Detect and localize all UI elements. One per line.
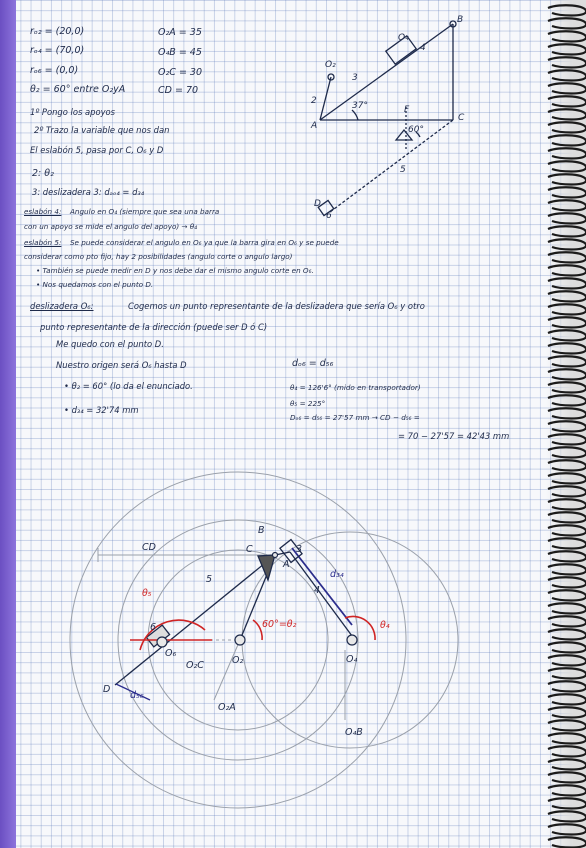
slider-text2: punto representante de la dirección (puede ser D ó C) xyxy=(40,322,268,332)
sketch-label-b: B xyxy=(457,15,464,25)
slider-section-label: deslizadera O₆: xyxy=(30,301,94,311)
sketch-label-a: A xyxy=(311,121,318,131)
given-o2a: O₂A = 35 xyxy=(158,27,202,38)
diag-label-o2: O₂ xyxy=(232,655,244,666)
slider-d-result: = 70 − 27'57 = 42'43 mm xyxy=(398,431,510,441)
sketch-label-37: 37° xyxy=(352,101,368,111)
step-2: 2º Trazo la variable que nos dan xyxy=(34,125,170,135)
link-4 xyxy=(290,552,355,640)
joint5-label: eslabón 5: xyxy=(24,238,62,247)
diag-label-6: 6 xyxy=(150,622,157,633)
diag-label-d34: d₃₄ xyxy=(330,569,344,580)
diag-label-theta4: θ₄ xyxy=(380,620,390,631)
slider-d-eq: dₒ₆ = d₅₆ xyxy=(292,358,334,369)
slider-text3: Me quedo con el punto D. xyxy=(56,339,164,349)
diag-label-cd: CD xyxy=(142,542,156,553)
pivot-o2 xyxy=(235,635,245,645)
sketch-label-o4: O₄ xyxy=(398,33,409,43)
bullet-also: • También se puede medir en D y nos debe dar el mismo angulo corte en O₆. xyxy=(36,266,314,275)
diag-label-4: 4 xyxy=(314,585,321,596)
diag-label-o4: O₄ xyxy=(346,654,358,665)
sketch-label-o2: O₂ xyxy=(325,60,336,70)
sketch-label-4: 4 xyxy=(420,43,426,53)
step-3: El eslabón 5, pasa por C, O₆ y D xyxy=(30,145,164,155)
joint4-text1: Angulo en O₄ (siempre que sea una barra xyxy=(70,207,220,216)
slider-d-calc: Dₒ₆ = d₅₆ = 27'57 mm → CD − d₅₆ = xyxy=(290,413,420,422)
sketch-label-6: 6 xyxy=(326,211,332,221)
sketch-label-f: F xyxy=(404,105,410,115)
diag-label-o4b: O₄B xyxy=(345,727,363,738)
step-1: 1º Pongo los apoyos xyxy=(30,107,116,117)
sketch-label-60: 60° xyxy=(408,125,424,135)
pivot-o6 xyxy=(157,637,167,647)
given-theta2: θ₂ = 60° entre O₂yA xyxy=(30,84,126,95)
bullet-theta2: • θ₂ = 60° (lo da el enunciado. xyxy=(64,381,193,391)
given-r-o2: rₒ₂ = (20,0) xyxy=(30,26,85,37)
diag-label-d: D xyxy=(103,684,111,695)
point-c xyxy=(273,553,278,558)
joint4-label: eslabón 4: xyxy=(24,207,62,216)
pivot-o4 xyxy=(347,635,357,645)
sketch-label-2: 2 xyxy=(311,96,317,106)
sketch-label-c: C xyxy=(458,113,465,123)
slider-text4: Nuestro origen será O₆ hasta D xyxy=(56,360,187,370)
item-slider: 3: deslizadera 3: dₐₒ₄ = d₃₄ xyxy=(32,187,145,197)
diag-label-a: A xyxy=(283,559,290,570)
theta2-arc xyxy=(253,620,262,640)
slider-theta5: θ₅ = 225° xyxy=(290,399,326,408)
diag-label-5: 5 xyxy=(206,574,213,585)
joint5-text1: Se puede considerar el angulo en O₆ ya que la barra gira en O₆ y se puede xyxy=(70,238,339,247)
sketch-label-5: 5 xyxy=(400,165,406,175)
diag-label-o6: O₆ xyxy=(165,648,177,659)
slider-text1: Cogemos un punto representante de la deslizadera que sería O₆ y otro xyxy=(128,301,425,311)
given-cd: CD = 70 xyxy=(158,85,199,96)
given-o4b: O₄B = 45 xyxy=(158,47,202,58)
diag-label-3: 3 xyxy=(296,544,303,555)
diag-label-angle60: 60°=θ₂ xyxy=(262,619,297,630)
diag-label-c: C xyxy=(246,544,253,555)
sketch-label-d: D xyxy=(314,199,321,209)
o2a-dim-line xyxy=(214,640,240,700)
diag-label-o2a: O₂A xyxy=(218,702,236,713)
item-theta2: 2: θ₂ xyxy=(32,168,54,179)
bullet-d34: • d₃₄ = 32'74 mm xyxy=(64,405,139,415)
given-r-o4: rₒ₄ = (70,0) xyxy=(30,45,85,56)
sketch-label-3: 3 xyxy=(352,73,358,83)
given-o2c: O₂C = 30 xyxy=(158,67,203,78)
diag-label-b: B xyxy=(258,525,265,536)
joint5-text2: considerar como pto fijo, hay 2 posibilidades (angulo corte o angulo largo) xyxy=(24,252,293,261)
d34-arrow xyxy=(292,548,352,625)
diag-label-d56: d₅₆ xyxy=(130,690,144,701)
diag-label-theta5: θ₅ xyxy=(142,588,152,599)
slider-theta4: θ₄ = 126'6° (mido en transportador) xyxy=(290,383,421,392)
joint4-text2: con un apoyo se mide el angulo del apoyo) → θ₄ xyxy=(24,222,198,231)
given-r-o6: rₒ₆ = (0,0) xyxy=(30,65,79,76)
diag-label-o2c: O₂C xyxy=(186,660,204,671)
bullet-stay: • Nos quedamos con el punto D. xyxy=(36,280,154,289)
